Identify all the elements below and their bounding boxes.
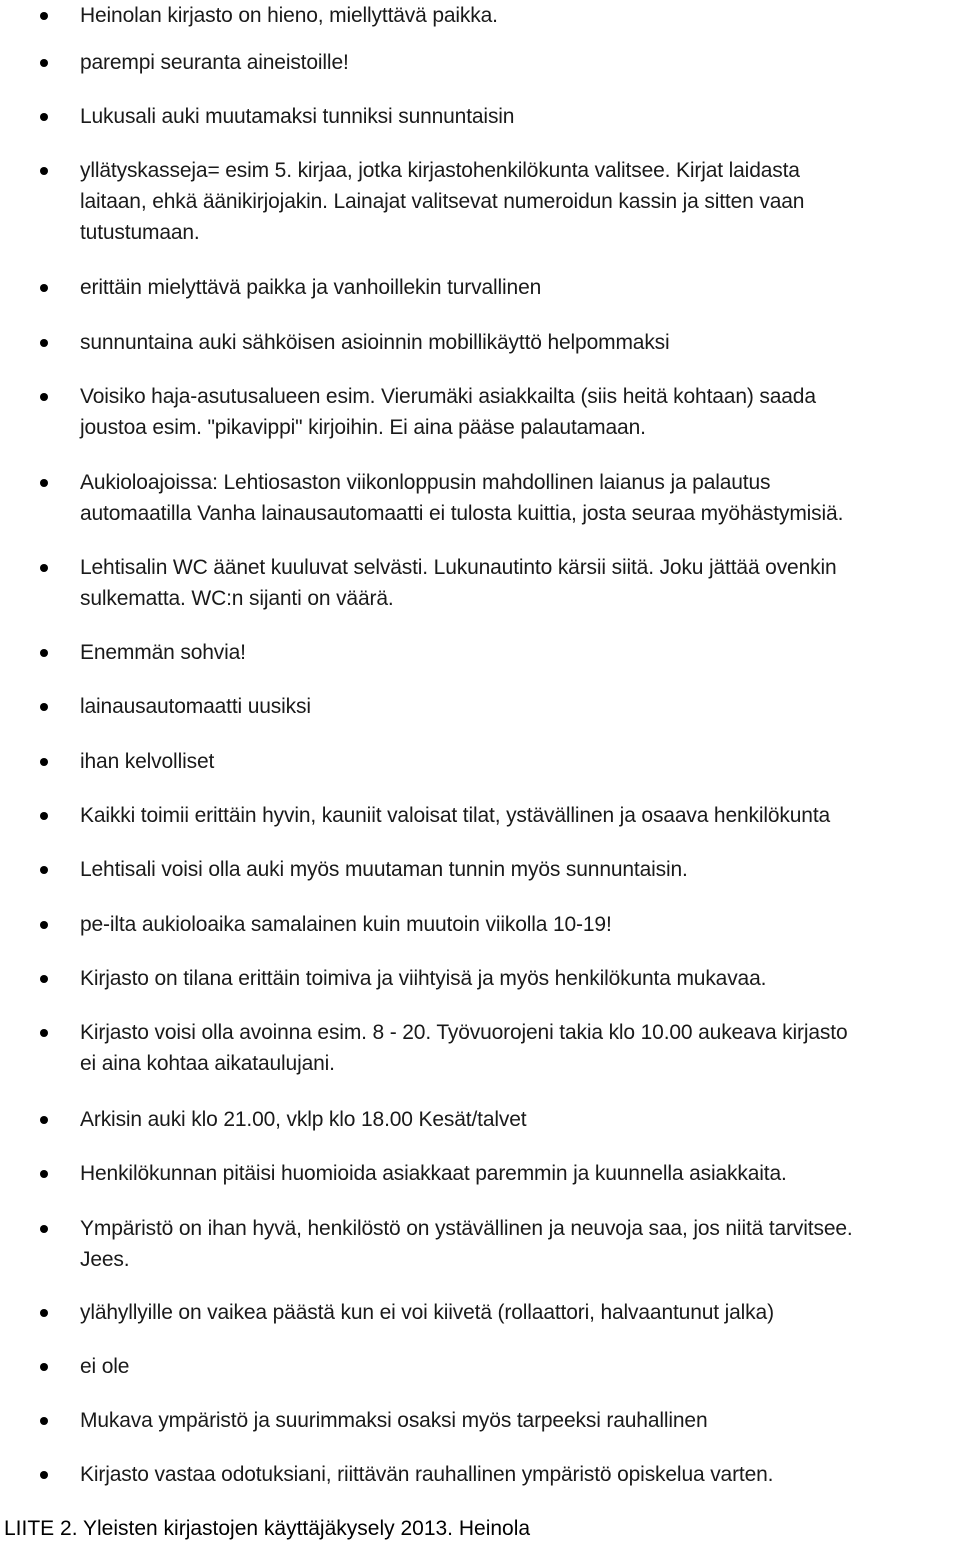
list-item-text: Lukusali auki muutamaksi tunniksi sunnuntaisin	[80, 105, 515, 128]
bullet-icon	[40, 1170, 48, 1178]
list-item-text: Lehtisali voisi olla auki myös muutaman tunnin myös sunnuntaisin.	[80, 858, 688, 881]
bullet-icon	[40, 167, 48, 175]
bullet-icon	[40, 12, 48, 20]
bullet-icon	[40, 975, 48, 983]
list-item-text: parempi seuranta aineistoille!	[80, 51, 349, 74]
list-item-text: sulkematta. WC:n sijanti on väärä.	[80, 587, 394, 610]
list-item-text: ylähyllyille on vaikea päästä kun ei voi kiivetä (rollaattori, halvaantunut jalka)	[80, 1301, 774, 1324]
list-item-text: Kirjasto voisi olla avoinna esim. 8 - 20. Työvuorojeni takia klo 10.00 aukeava kirjasto	[80, 1021, 848, 1044]
bullet-icon	[40, 1309, 48, 1317]
list-item-text: pe-ilta aukioloaika samalainen kuin muutoin viikolla 10-19!	[80, 913, 612, 936]
bullet-icon	[40, 1029, 48, 1037]
list-item-text: ei ole	[80, 1355, 130, 1378]
bullet-icon	[40, 339, 48, 347]
list-item-text: yllätyskasseja= esim 5. kirjaa, jotka kirjastohenkilökunta valitsee. Kirjat laidasta	[80, 159, 800, 182]
bullet-icon	[40, 393, 48, 401]
bullet-icon	[40, 921, 48, 929]
list-item-text: Kaikki toimii erittäin hyvin, kauniit valoisat tilat, ystävällinen ja osaava henkilökunta	[80, 804, 831, 827]
bullet-icon	[40, 59, 48, 67]
list-item-text: laitaan, ehkä äänikirjojakin. Lainajat valitsevat numeroidun kassin ja sitten vaan	[80, 190, 805, 213]
list-item-text: ei aina kohtaa aikataulujani.	[80, 1052, 335, 1075]
bullet-icon	[40, 758, 48, 766]
list-item-text: Aukioloajoissa: Lehtiosaston viikonloppusin mahdollinen laianus ja palautus	[80, 471, 771, 494]
list-item-text: Henkilökunnan pitäisi huomioida asiakkaat paremmin ja kuunnella asiakkaita.	[80, 1162, 787, 1185]
bullet-icon	[40, 1225, 48, 1233]
bullet-icon	[40, 564, 48, 572]
list-item-text: Voisiko haja-asutusalueen esim. Vierumäki asiakkailta (siis heitä kohtaan) saada	[80, 385, 816, 408]
list-item-text: Lehtisalin WC äänet kuuluvat selvästi. Lukunautinto kärsii siitä. Joku jättää ovenkin	[80, 556, 837, 579]
bullet-icon	[40, 1363, 48, 1371]
list-item-text: joustoa esim. "pikavippi" kirjoihin. Ei aina pääse palautamaan.	[80, 416, 646, 439]
list-item-text: lainausautomaatti uusiksi	[80, 695, 311, 718]
bullet-icon	[40, 113, 48, 121]
list-item-text: Ympäristö on ihan hyvä, henkilöstö on ystävällinen ja neuvoja saa, jos niitä tarvitsee.	[80, 1217, 853, 1240]
bullet-icon	[40, 284, 48, 292]
list-item-text: ihan kelvolliset	[80, 750, 215, 773]
bullet-icon	[40, 812, 48, 820]
bullet-icon	[40, 1417, 48, 1425]
list-item-text: Mukava ympäristö ja suurimmaksi osaksi myös tarpeeksi rauhallinen	[80, 1409, 708, 1432]
bullet-icon	[40, 703, 48, 711]
bullet-icon	[40, 1471, 48, 1479]
bullet-icon	[40, 866, 48, 874]
list-item-text: automaatilla Vanha lainausautomaatti ei tulosta kuittia, josta seuraa myöhästymisiä.	[80, 502, 844, 525]
list-item-text: Arkisin auki klo 21.00, vklp klo 18.00 Kesät/talvet	[80, 1108, 527, 1131]
list-item-text: Heinolan kirjasto on hieno, miellyttävä paikka.	[80, 4, 498, 27]
list-item-text: tutustumaan.	[80, 221, 200, 244]
list-item-text: erittäin mielyttävä paikka ja vanhoillekin turvallinen	[80, 276, 542, 299]
list-item-text: Jees.	[80, 1248, 130, 1271]
document-footer: LIITE 2. Yleisten kirjastojen käyttäjäkysely 2013. Heinola	[4, 1517, 531, 1540]
list-item-text: Kirjasto on tilana erittäin toimiva ja viihtyisä ja myös henkilökunta mukavaa.	[80, 967, 767, 990]
list-item-text: Kirjasto vastaa odotuksiani, riittävän rauhallinen ympäristö opiskelua varten.	[80, 1463, 774, 1486]
list-item-text: Enemmän sohvia!	[80, 641, 246, 664]
list-item-text: sunnuntaina auki sähköisen asioinnin mobillikäyttö helpommaksi	[80, 331, 670, 354]
bullet-icon	[40, 1116, 48, 1124]
bullet-icon	[40, 479, 48, 487]
bullet-icon	[40, 649, 48, 657]
